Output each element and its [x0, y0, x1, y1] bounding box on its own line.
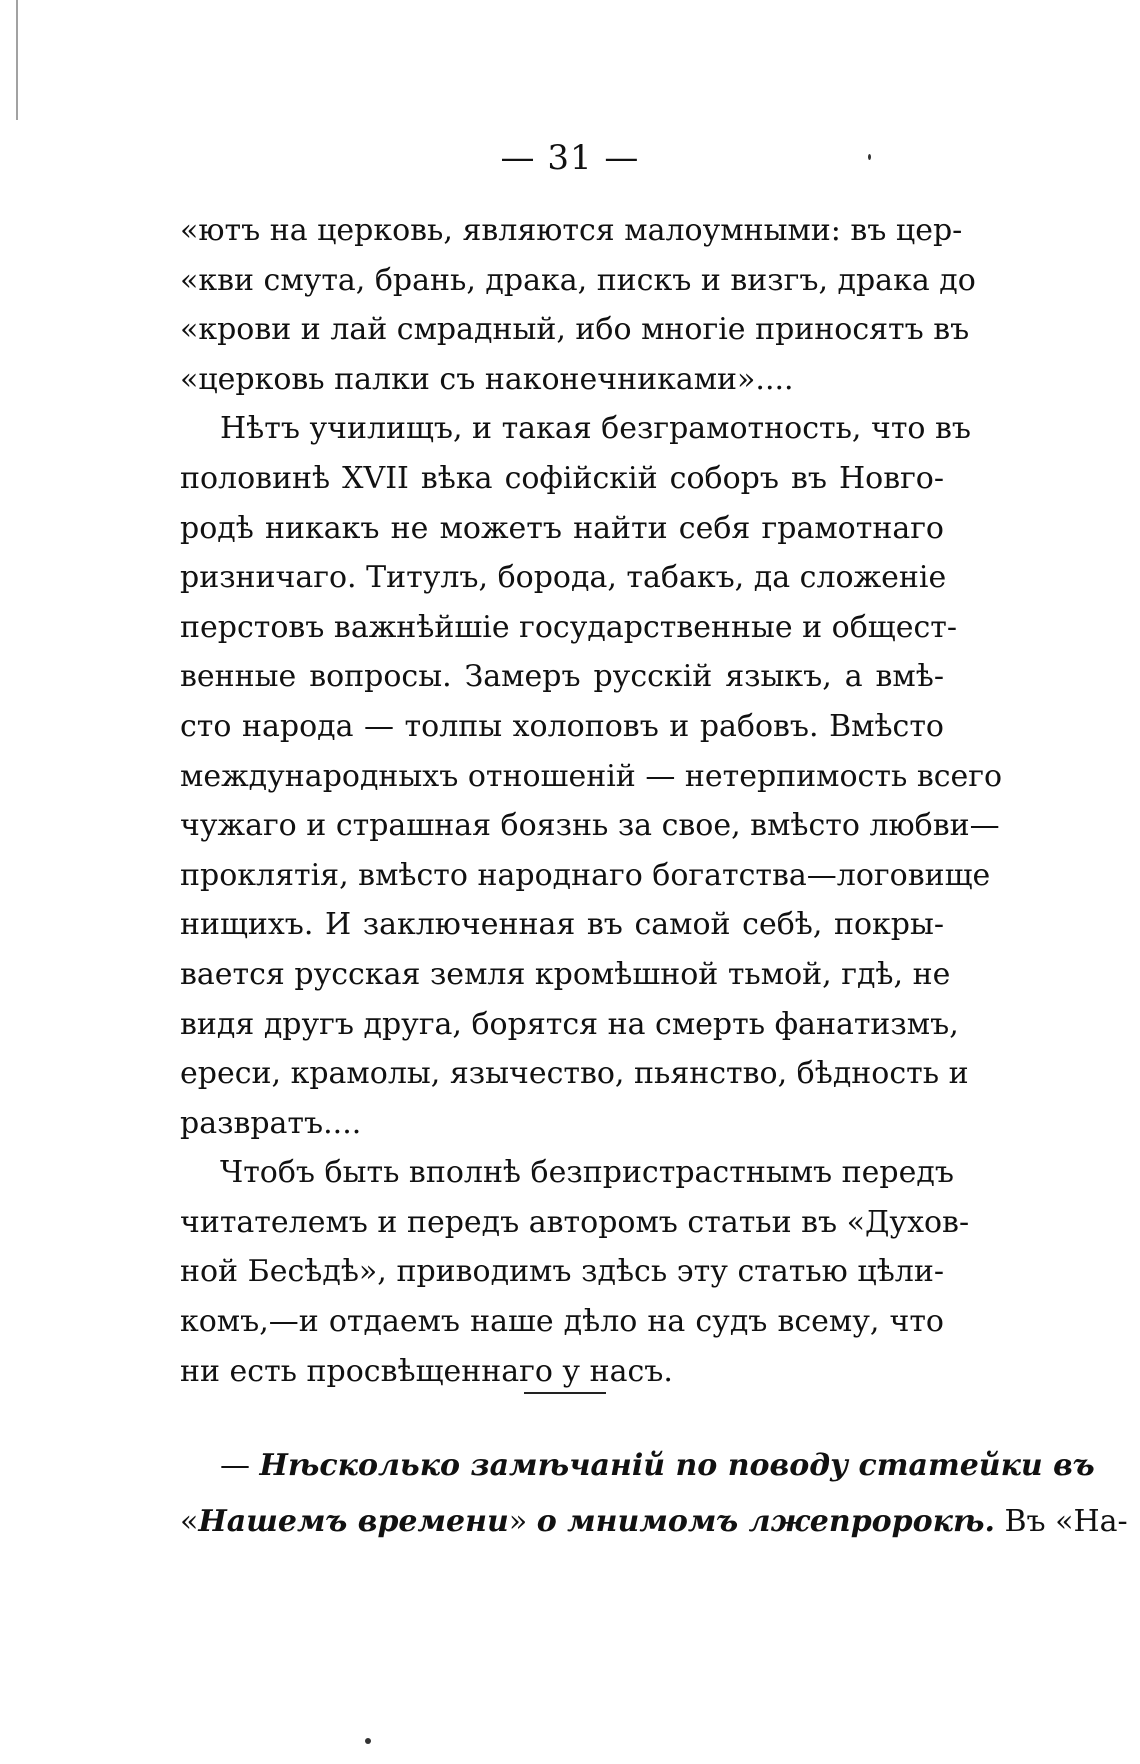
note-title-part1: Нѣсколько замѣчаній по поводу статейки въ: [259, 1448, 1095, 1483]
text-line: проклятія, вмѣсто народнаго богатства—логовище: [180, 857, 991, 893]
note-quote-mid: »: [508, 1504, 537, 1539]
text-line: «кви смута, брань, драка, пискъ и визгъ, драка до: [180, 262, 976, 298]
text-line: родѣ никакъ не можетъ найти себя грамотнаго: [180, 510, 944, 546]
text-line: венные вопросы. Замеръ русскій языкъ, а вмѣ-: [180, 659, 944, 695]
text-line: ереси, крамолы, язычество, пьянство, бѣдность и: [180, 1056, 969, 1092]
text-line: сто народа — толпы холоповъ и рабовъ. Вмѣсто: [180, 708, 944, 744]
text-line: вается русская земля кромѣшной тьмой, гдѣ, не: [180, 956, 951, 992]
main-text: [180, 206, 1003, 1396]
note-quote-open: «: [180, 1504, 199, 1539]
text-line: нищихъ. И заключенная въ самой себѣ, покры-: [180, 907, 944, 943]
text-line: ной Бесѣдѣ», приводимъ здѣсь эту статью цѣли-: [180, 1254, 944, 1290]
note-line: [180, 1438, 1095, 1494]
text-line: комъ,—и отдаемъ наше дѣло на судъ всему, что: [180, 1304, 944, 1340]
scan-speck: [868, 154, 871, 160]
page-number: — 31 —: [500, 138, 640, 178]
text-line: видя другъ друга, борятся на смерть фанатизмъ,: [180, 1006, 959, 1042]
text-line: развратъ....: [180, 1105, 362, 1141]
text-line: половинѣ XVII вѣка софійскій соборъ въ Новго-: [180, 460, 944, 496]
note-line: [180, 1494, 1128, 1550]
scan-speck: [365, 1738, 371, 1744]
text-line: «ютъ на церковь, являются малоумными: въ цер-: [180, 213, 963, 248]
text-line: Нѣтъ училищъ, и такая безграмотность, что въ: [220, 411, 972, 447]
text-line: Чтобъ быть вполнѣ безпристрастнымъ передъ: [220, 1155, 954, 1191]
text-line: читателемъ и передъ авторомъ статьи въ «Духов-: [180, 1204, 970, 1240]
note-text: [180, 1438, 1128, 1550]
text-line: «крови и лай смрадный, ибо многіе приносятъ въ: [180, 312, 970, 348]
note-dash: —: [220, 1448, 250, 1483]
text-line: ризничаго. Титулъ, борода, табакъ, да сложеніе: [180, 560, 947, 596]
text-line: международныхъ отношеній — нетерпимость всего: [180, 758, 1003, 794]
note-tail: Въ «На-: [994, 1504, 1128, 1539]
note-title-part2: Нашемъ времени: [198, 1504, 509, 1539]
text-line: чужаго и страшная боязнь за свое, вмѣсто любви—: [180, 808, 1000, 844]
text-line: «церковь палки съ наконечниками»....: [180, 361, 794, 397]
section-separator: [524, 1392, 606, 1394]
text-line: перстовъ важнѣйшіе государственные и общест-: [180, 609, 957, 645]
scan-edge-line: [16, 0, 18, 120]
text-line: ни есть просвѣщеннаго у насъ.: [180, 1353, 673, 1389]
note-title-part3: о мнимомъ лжепророкѣ.: [536, 1504, 995, 1539]
